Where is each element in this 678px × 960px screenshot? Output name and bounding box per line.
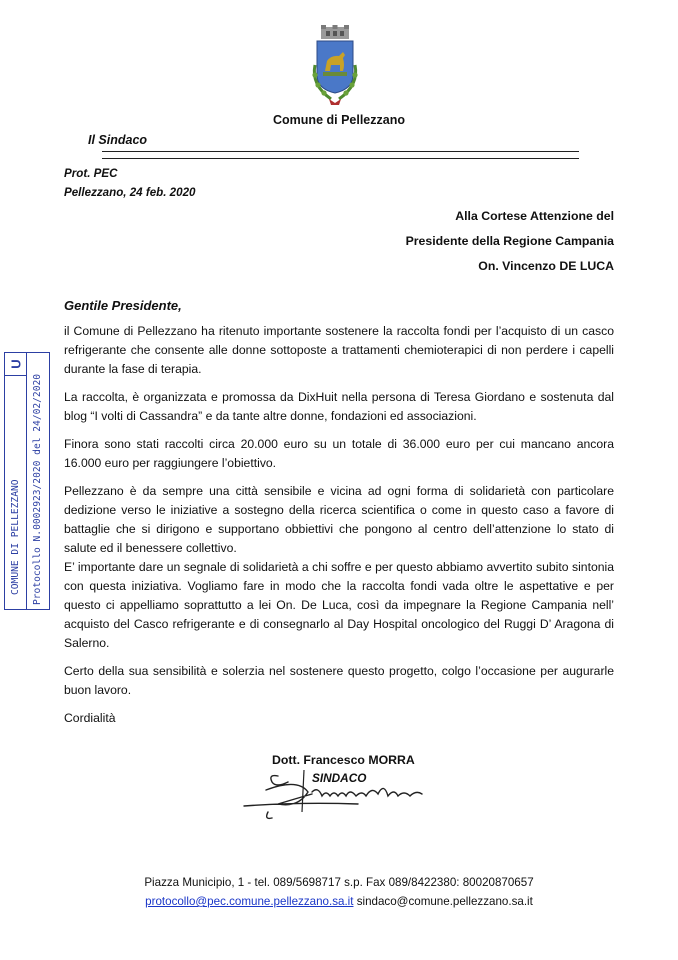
pec-email-link[interactable]: protocollo@pec.comune.pellezzano.sa.it [145,895,354,908]
letter-date: Pellezzano, 24 feb. 2020 [64,186,196,199]
body-paragraph-1: il Comune di Pellezzano ha ritenuto importante sostenere la raccolta fondi per l’acquisto di un casco refrigerante che consente alle donne sottoposte a trattamenti chemioterapici di non perdere i capelli durante la fase di terapia. [64,324,614,376]
letter-body [64,322,614,737]
body-paragraph-4: Pellezzano è da sempre una città sensibile e vicina ad ogni forma di solidarietà con particolare dedizione verso le iniziative a sostegno della ricerca scientifica o come in questo caso a favore di battaglie che si dirigono e supportano obbiettivi che pongono al centro dell’attenzione lo stato di salute ed il benessere collettivo. [64,484,614,555]
recipient-line-2: Presidente della Regione Campania [405,234,614,248]
handwritten-signature [238,768,438,828]
protocol-stamp [4,352,50,610]
sindaco-email: sindaco@comune.pellezzano.sa.it [356,895,533,908]
stamp-letter: U [5,353,26,376]
recipient-block [406,204,614,279]
body-paragraph-5: E’ importante dare un segnale di solidarietà a chi soffre e per questo abbiamo avvertito subito sintonia con questa iniziativa. Vogliamo fare in modo che la raccolta fondi vada oltre le aspettative e per questo ci appelliamo soprattutto a lei On. De Luca, così da impegnare la Regione Campania nell’ acquisto del Casco refrigerante e di consegnarlo al Day Hospital oncologico del Ruggi D’ Aragona di Salerno. [64,560,614,650]
footer-emails [0,892,678,911]
stamp-protocol-text: Protocollo N.0002923/2020 del 24/02/2020 [32,373,43,605]
stamp-left-column [5,353,27,609]
signer-role: SINDACO [312,771,367,785]
body-paragraph-6: Certo della sua sensibilità e solerzia nel sostenere questo progetto, colgo l’occasione per augurarle buon lavoro. [64,664,614,697]
closing: Cordialità [64,711,116,725]
footer-address: Piazza Municipio, 1 - tel. 089/5698717 s.p. Fax 089/8422380: 80020870657 [144,876,534,889]
municipal-crest [305,25,365,107]
protocol-label: Prot. PEC [64,167,118,180]
recipient-line-1: Alla Cortese Attenzione del [455,209,614,223]
body-paragraph-2: La raccolta, è organizzata e promossa da DixHuit nella persona di Teresa Giordano e sostenuta dal blog “I volti di Cassandra” e da tante altre donne, fondazioni ed associazioni. [64,390,614,423]
header-double-rule [102,151,579,159]
signer-name: Dott. Francesco MORRA [272,753,415,767]
stamp-comune-text: COMUNE DI PELLEZZANO [10,479,21,595]
recipient-line-3: On. Vincenzo DE LUCA [478,259,614,273]
sindaco-heading: Il Sindaco [88,133,148,147]
salutation: Gentile Presidente, [64,298,182,313]
comune-title: Comune di Pellezzano [273,113,405,127]
body-paragraph-3: Finora sono stati raccolti circa 20.000 euro su un totale di 36.000 euro per cui mancano ancora 16.000 euro per raggiungere l’obiettivo. [64,437,614,470]
footer [0,873,678,911]
